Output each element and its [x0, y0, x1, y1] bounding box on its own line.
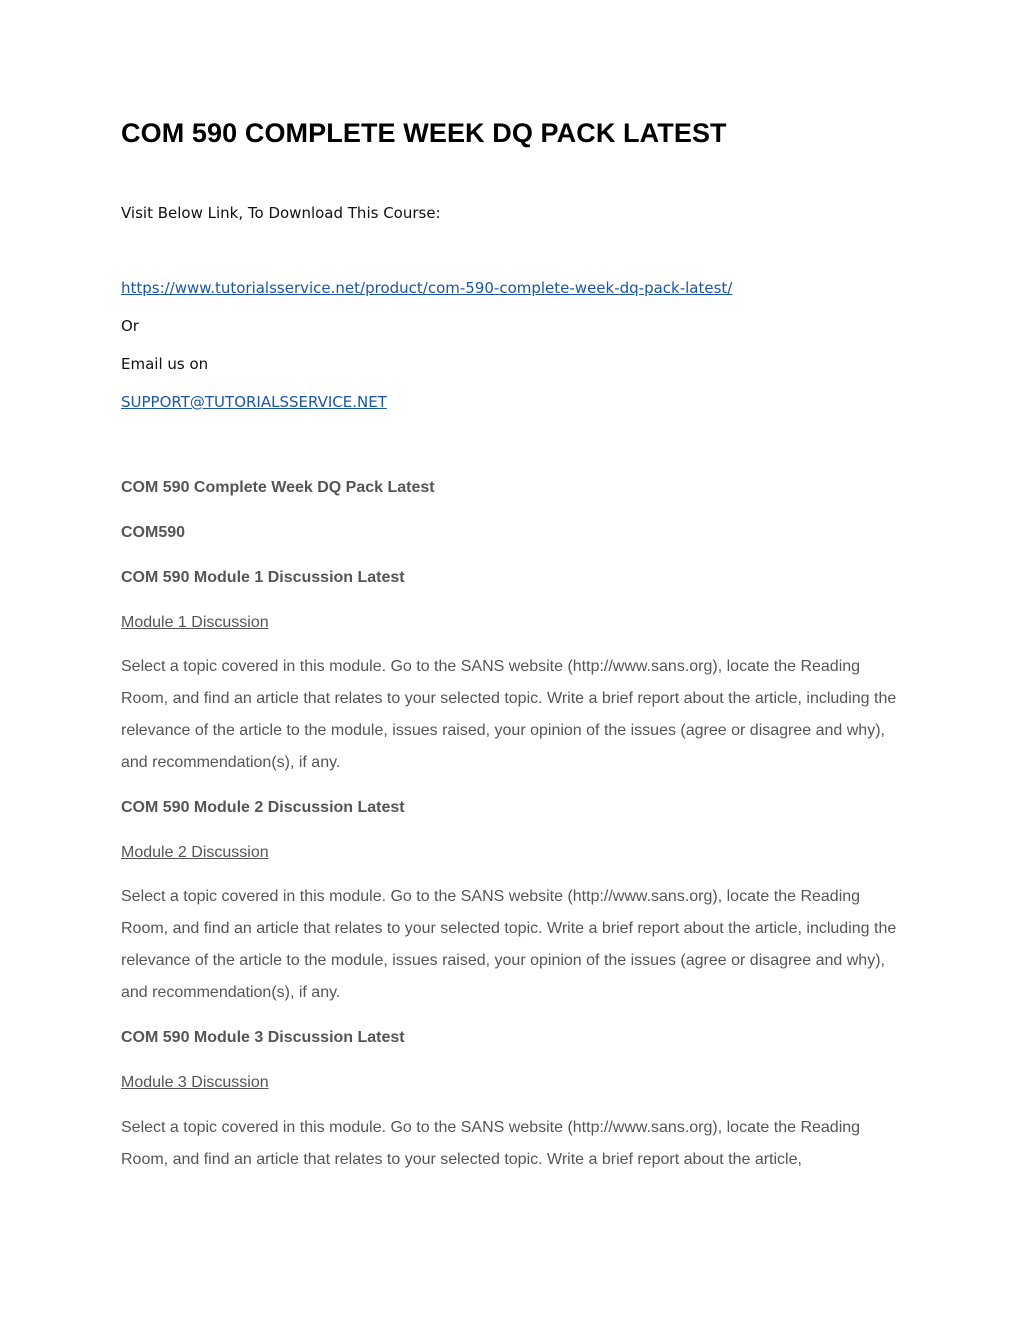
module-body: Select a topic covered in this module. Go to the SANS website (http://www.sans.org), locate the Reading Room, and find an article that relates to your selected topic. Write a brief report about the article, including the relevance of the article to the module, issues raised, your opinion of the issues (agree or disagree and why), and recommendation(s), if any.: [121, 658, 897, 771]
module-link[interactable]: Module 1 Discussion: [121, 614, 269, 631]
or-text: Or: [121, 317, 139, 335]
module-heading: COM 590 Module 2 Discussion Latest: [121, 799, 405, 816]
page-title: COM 590 COMPLETE WEEK DQ PACK LATEST: [121, 118, 727, 148]
module-heading: COM 590 Module 1 Discussion Latest: [121, 569, 405, 586]
module-link[interactable]: Module 2 Discussion: [121, 844, 269, 861]
document-subtitle: COM 590 Complete Week DQ Pack Latest: [121, 479, 435, 496]
email-text: Email us on: [121, 355, 209, 373]
module-body: Select a topic covered in this module. Go to the SANS website (http://www.sans.org), locate the Reading Room, and find an article that relates to your selected topic. Write a brief report about the article,: [121, 1119, 861, 1168]
module-link[interactable]: Module 3 Discussion: [121, 1074, 269, 1091]
module-body: Select a topic covered in this module. Go to the SANS website (http://www.sans.org), locate the Reading Room, and find an article that relates to your selected topic. Write a brief report about the article, including the relevance of the article to the module, issues raised, your opinion of the issues (agree or disagree and why), and recommendation(s), if any.: [121, 888, 897, 1001]
product-link[interactable]: https://www.tutorialsservice.net/product/com-590-complete-week-dq-pack-latest/: [121, 279, 733, 297]
visit-text: Visit Below Link, To Download This Course:: [121, 204, 441, 222]
module-heading: COM 590 Module 3 Discussion Latest: [121, 1029, 405, 1046]
course-code: COM590: [121, 524, 186, 541]
support-email-link[interactable]: SUPPORT@TUTORIALSSERVICE.NET: [121, 393, 387, 411]
